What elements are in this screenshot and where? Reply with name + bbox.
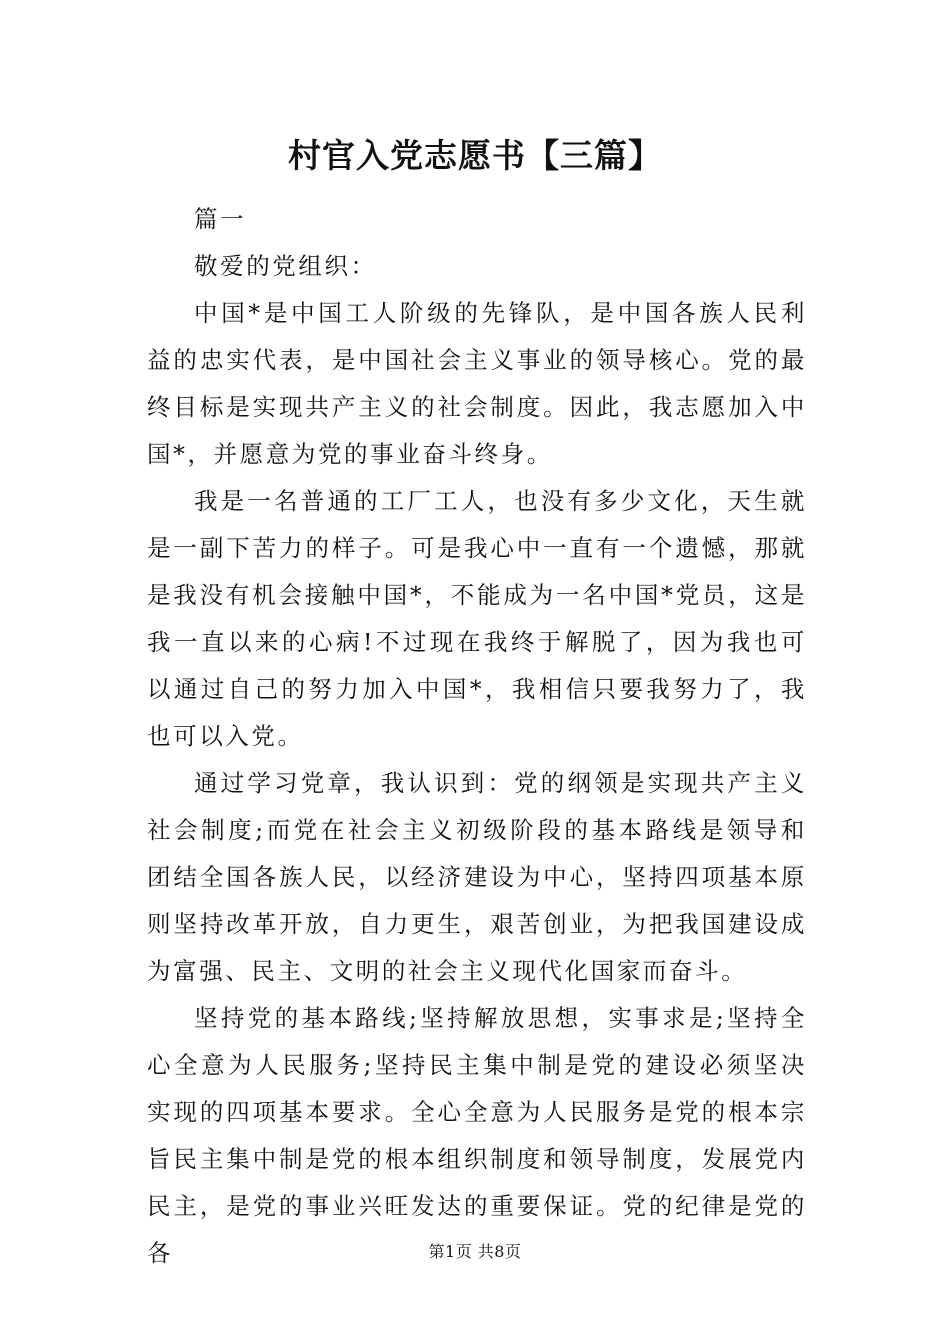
document-title: 村官入党志愿书【三篇】 [288,136,662,175]
paragraph: 坚持党的基本路线;坚持解放思想，实事求是;坚持全心全意为人民服务;坚持民主集中制是党的建设必须坚决实现的四项基本要求。全心全意为人民服务是党的根本宗旨民主集中制是党的根本组织制度和领导制度，发展党内民主，是党的事业兴旺发达的重要保证。党的纪律是党的各 [147,1004,807,1267]
salutation: 敬爱的党组织： [194,252,377,280]
paragraph: 中国*是中国工人阶级的先锋队，是中国各族人民利益的忠实代表，是中国社会主义事业的领导核心。党的最终目标是实现共产主义的社会制度。因此，我志愿加入中国*，并愿意为党的事业奋斗终身。 [147,299,807,468]
paragraph: 通过学习党章，我认识到：党的纲领是实现共产主义社会制度;而党在社会主义初级阶段的基本路线是领导和团结全国各族人民，以经济建设为中心，坚持四项基本原则坚持改革开放，自力更生，艰苦创业，为把我国建设成为富强、民主、文明的社会主义现代化国家而奋斗。 [147,769,807,985]
section-heading: 篇一 [194,205,247,233]
document-body [147,196,807,1277]
paragraph: 我是一名普通的工厂工人，也没有多少文化，天生就是一副下苦力的样子。可是我心中一直有一个遗憾，那就是我没有机会接触中国*，不能成为一名中国*党员，这是我一直以来的心病!不过现在我终于解脱了，因为我也可以通过自己的努力加入中国*，我相信只要我努力了，我也可以入党。 [147,487,807,750]
page-footer: 第1页 共8页 [428,1242,522,1261]
